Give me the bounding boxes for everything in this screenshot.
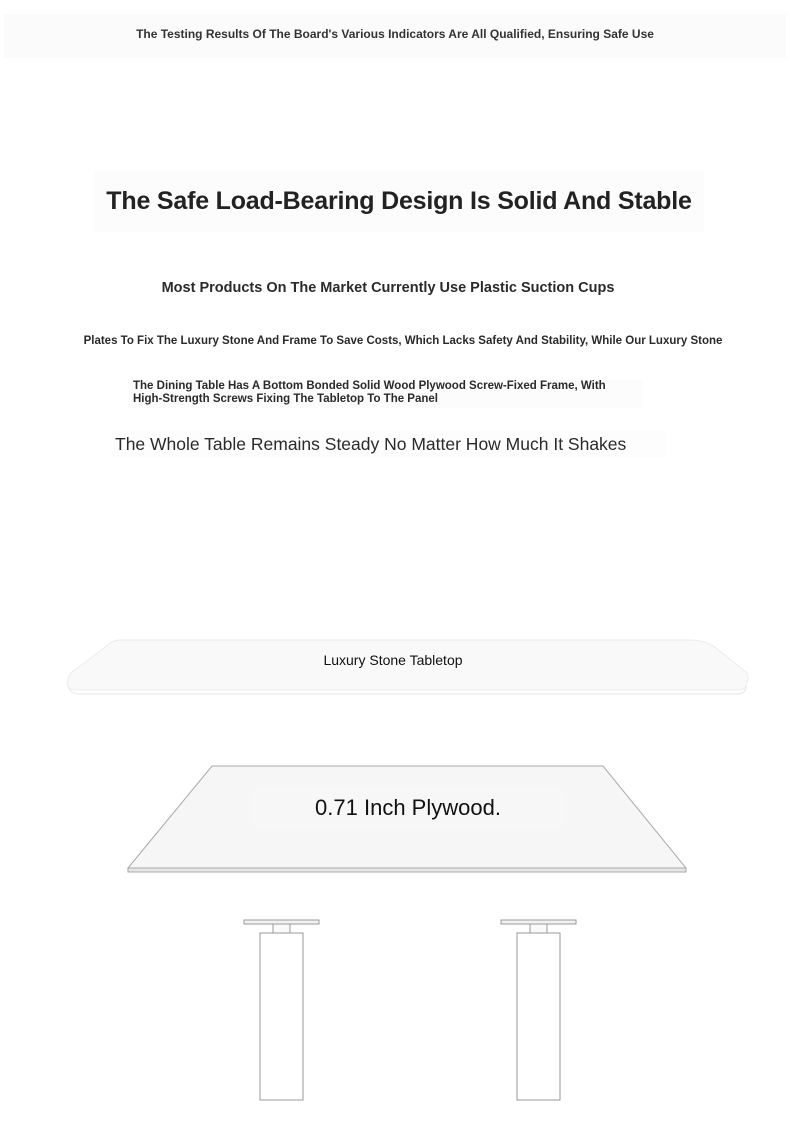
right-leg-illustration	[501, 920, 576, 1100]
left-leg-illustration	[244, 920, 319, 1100]
description-line-3	[128, 380, 643, 408]
tabletop-label: Luxury Stone Tabletop	[323, 652, 463, 668]
top-banner	[4, 14, 786, 58]
description-line-3b: High-Strength Screws Fixing The Tabletop To The Panel	[133, 393, 438, 405]
banner-text: The Testing Results Of The Board's Various Indicators Are All Qualified, Ensuring Safe Use	[136, 27, 654, 41]
plywood-label-text: 0.71 Inch Plywood.	[315, 795, 501, 820]
page-title	[94, 170, 704, 232]
description-line-4: The Whole Table Remains Steady No Matter How Much It Shakes	[110, 430, 667, 458]
description-line-3a: The Dining Table Has A Bottom Bonded Solid Wood Plywood Screw-Fixed Frame, With	[133, 380, 606, 392]
description-line-1: Most Products On The Market Currently Use Plastic Suction Cups	[161, 280, 615, 296]
description-line-2: Plates To Fix The Luxury Stone And Frame To Save Costs, Which Lacks Safety And Stability, While Our Luxury Stone	[83, 335, 723, 347]
plywood-label	[250, 786, 566, 830]
page-title-text: The Safe Load-Bearing Design Is Solid And Stable	[106, 186, 692, 215]
